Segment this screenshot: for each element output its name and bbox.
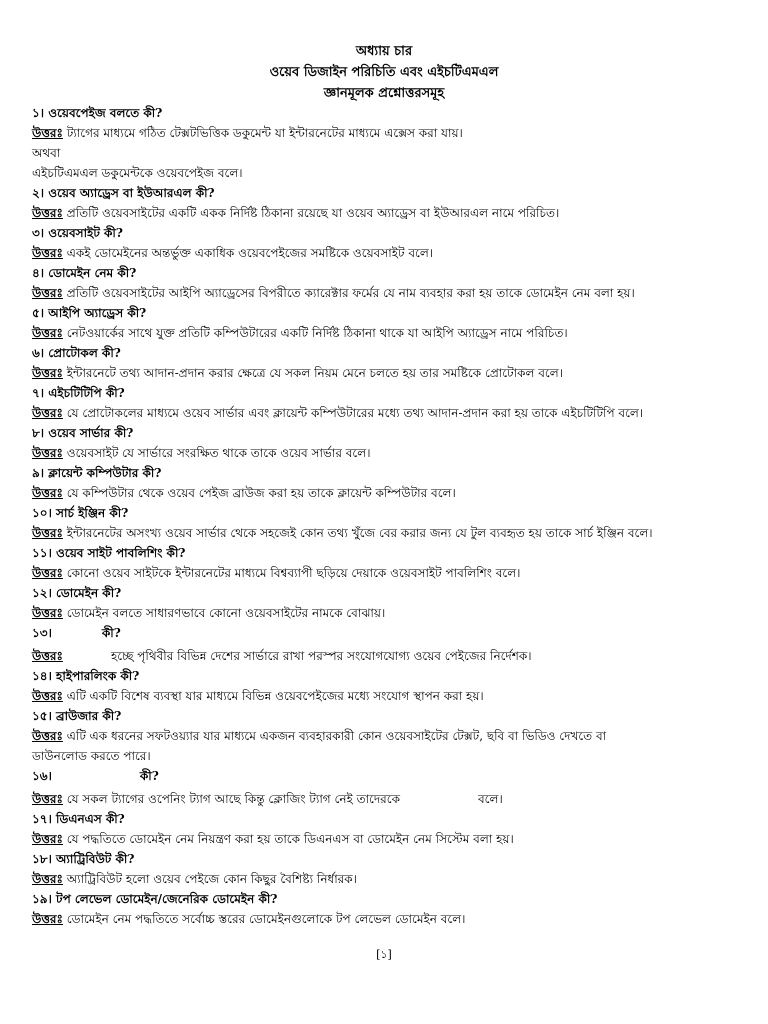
- question: ৪। ডোমেইন নেম কী?: [32, 266, 137, 280]
- question: ১৮। অ্যাট্রিবিউট কী?: [32, 852, 135, 866]
- answer-label: উত্তরঃ: [32, 206, 63, 220]
- answer-tail: বলে।: [478, 792, 503, 806]
- or-text: অথবা: [32, 146, 61, 160]
- answer-label: উত্তরঃ: [32, 286, 63, 300]
- page-number: [১]: [376, 948, 392, 961]
- answer-label: উত্তরঃ: [32, 832, 63, 846]
- question: ৮। ওয়েব সার্ভার কী?: [32, 426, 134, 440]
- question: ৫। আইপি অ্যাড্রেস কী?: [32, 306, 147, 320]
- answer: উত্তরঃ ট্যাগের মাধ্যমে গঠিত টেক্সটভিত্তিক ডকুমেন্ট যা ইন্টারনেটের মাধ্যমে এক্সেস করা যায়।: [32, 126, 463, 140]
- answer: উত্তরঃ যে প্রোটোকলের মাধ্যমে ওয়েব সার্ভার এবং ক্লায়েন্ট কম্পিউটারের মধ্যে তথ্য আদান-প্রদান করা হয় তাকে এইচটিটিপি বলে।: [32, 406, 644, 420]
- question: ১০। সার্চ ইঞ্জিন কী?: [32, 506, 129, 520]
- question-tail: কী?: [101, 626, 121, 640]
- answer: উত্তরঃ ওয়েবসাইট যে সার্ভারে সংরক্ষিত থাকে তাকে ওয়েব সার্ভার বলে।: [32, 446, 371, 460]
- question: ১৭। ডিএনএস কী?: [32, 812, 125, 826]
- answer-label: উত্তরঃ: [32, 446, 63, 460]
- answer: উত্তরঃ প্রতিটি ওয়েবসাইটের একটি একক নির্দিষ্ট ঠিকানা রয়েছে যা ওয়েব অ্যাড্রেস বা ইউআরএল নামে পরিচিত।: [32, 206, 560, 220]
- answer-continuation: ডাউনলোড করতে পারে।: [32, 749, 151, 763]
- question: ৩। ওয়েবসাইট কী?: [32, 226, 123, 240]
- answer: উত্তরঃ নেটওয়ার্কের সাথে যুক্ত প্রতিটি কম্পিউটারের একটি নির্দিষ্ট ঠিকানা থাকে যা আইপি অ্যাড্রেস নামে পরিচিত।: [32, 326, 568, 340]
- answer-label: উত্তরঃ: [32, 792, 63, 806]
- answer: উত্তরঃ ডোমেইন নেম পদ্ধতিতে সর্বোচ্চ স্তরের ডোমেইনগুলোকে টপ লেভেল ডোমেইন বলে।: [32, 912, 466, 926]
- answer-label: উত্তরঃ: [32, 689, 63, 703]
- answer: উত্তরঃ যে সকল ট্যাগের ওপেনিং ট্যাগ আছে কিন্তু ক্লোজিং ট্যাগ নেই তাদেরকে বলে।: [32, 792, 503, 806]
- question: ১৪। হাইপারলিংক কী?: [32, 669, 140, 683]
- answer-label: উত্তরঃ: [32, 649, 63, 663]
- answer: উত্তরঃ একই ডোমেইনের অন্তর্ভুক্ত একাধিক ওয়েবপেইজের সমষ্টিকে ওয়েবসাইট বলে।: [32, 246, 434, 260]
- answer: উত্তরঃ এটি একটি বিশেষ ব্যবস্থা যার মাধ্যমে বিভিন্ন ওয়েবপেইজের মধ্যে সংযোগ স্থাপন করা হয়।: [32, 689, 484, 703]
- answer-label: উত্তরঃ: [32, 912, 63, 926]
- question: ১৯। টপ লেভেল ডোমেইন/জেনেরিক ডোমেইন কী?: [32, 892, 278, 906]
- question: ১৬। কী?: [32, 769, 159, 783]
- answer-label: উত্তরঃ: [32, 872, 63, 886]
- answer: উত্তরঃ যে কম্পিউটার থেকে ওয়েব পেইজ ব্রাউজ করা হয় তাকে ক্লায়েন্ট কম্পিউটার বলে।: [32, 486, 456, 500]
- answer: উত্তরঃ অ্যাট্রিবিউট হলো ওয়েব পেইজে কোন কিছুর বৈশিষ্ট্য নির্ধারক।: [32, 872, 357, 886]
- section-subtitle: জ্ঞানমূলক প্রশ্নোত্তরসমূহ: [323, 86, 445, 101]
- question: ২। ওয়েব অ্যাড্রেস বা ইউআরএল কী?: [32, 186, 215, 200]
- answer-label: উত্তরঃ: [32, 246, 63, 260]
- chapter-title: ওয়েব ডিজাইন পরিচিতি এবং এইচটিএমএল: [269, 65, 499, 80]
- answer-alt: এইচটিএমএল ডকুমেন্টকে ওয়েবপেইজ বলে।: [32, 166, 243, 180]
- answer: উত্তরঃ ইন্টারনেটে তথ্য আদান-প্রদান করার ক্ষেত্রে যে সকল নিয়ম মেনে চলতে হয় তার সমষ্টিকে প্রোটোকল বলে।: [32, 366, 563, 380]
- answer-label: উত্তরঃ: [32, 729, 63, 743]
- answer-label: উত্তরঃ: [32, 566, 63, 580]
- answer-label: উত্তরঃ: [32, 126, 63, 140]
- answer: উত্তরঃ যে পদ্ধতিতে ডোমেইন নেম নিয়ন্ত্রণ করা হয় তাকে ডিএনএস বা ডোমেইন নেম সিস্টেম বলা হয়।: [32, 832, 514, 846]
- question: ১৫। ব্রাউজার কী?: [32, 709, 122, 723]
- answer-label: উত্তরঃ: [32, 486, 63, 500]
- question: ৯। ক্লায়েন্ট কম্পিউটার কী?: [32, 466, 162, 480]
- answer-label: উত্তরঃ: [32, 406, 63, 420]
- answer-label: উত্তরঃ: [32, 606, 63, 620]
- answer: উত্তরঃ এটি এক ধরনের সফটওয়্যার যার মাধ্যমে একজন ব্যবহারকারী কোন ওয়েবসাইটের টেক্সট, ছবি বা ভিডিও দেখতে বা: [32, 729, 607, 743]
- question-tail: কী?: [139, 769, 159, 783]
- answer: উত্তরঃ প্রতিটি ওয়েবসাইটের আইপি অ্যাড্রেসের বিপরীতে ক্যারেক্টার ফর্মের যে নাম ব্যবহার করা হয় তাকে ডোমেইন নেম বলা হয়।: [32, 286, 635, 300]
- question: ৬। প্রোটোকল কী?: [32, 346, 121, 360]
- question: ১৩। কী?: [32, 626, 121, 640]
- answer: উত্তরঃ কোনো ওয়েব সাইটকে ইন্টারনেটের মাধ্যমে বিশ্বব্যাপী ছড়িয়ে দেয়াকে ওয়েবসাইট পাবলিশিং বলে।: [32, 566, 521, 580]
- answer-label: উত্তরঃ: [32, 326, 63, 340]
- question: ১২। ডোমেইন কী?: [32, 586, 122, 600]
- question: ১। ওয়েবপেইজ বলতে কী?: [32, 106, 163, 120]
- answer-label: উত্তরঃ: [32, 526, 63, 540]
- answer-label: উত্তরঃ: [32, 366, 63, 380]
- answer: উত্তরঃ হচ্ছে পৃথিবীর বিভিন্ন দেশের সার্ভারে রাখা পরস্পর সংযোগযোগ্য ওয়েব পেইজের নির্দেশক।: [32, 649, 532, 663]
- answer: উত্তরঃ ইন্টারনেটের অসংখ্য ওয়েব সার্ভার থেকে সহজেই কোন তথ্য খুঁজে বের করার জন্য যে টুল ব্যবহৃত হয় তাকে সার্চ ইঞ্জিন বলে।: [32, 526, 653, 540]
- answer: উত্তরঃ ডোমেইন বলতে সাধারণভাবে কোনো ওয়েবসাইটের নামকে বোঝায়।: [32, 606, 386, 620]
- question: ১১। ওয়েব সাইট পাবলিশিং কী?: [32, 546, 186, 560]
- chapter-label: অধ্যায় চার: [355, 44, 413, 59]
- question: ৭। এইচটিটিপি কী?: [32, 386, 125, 400]
